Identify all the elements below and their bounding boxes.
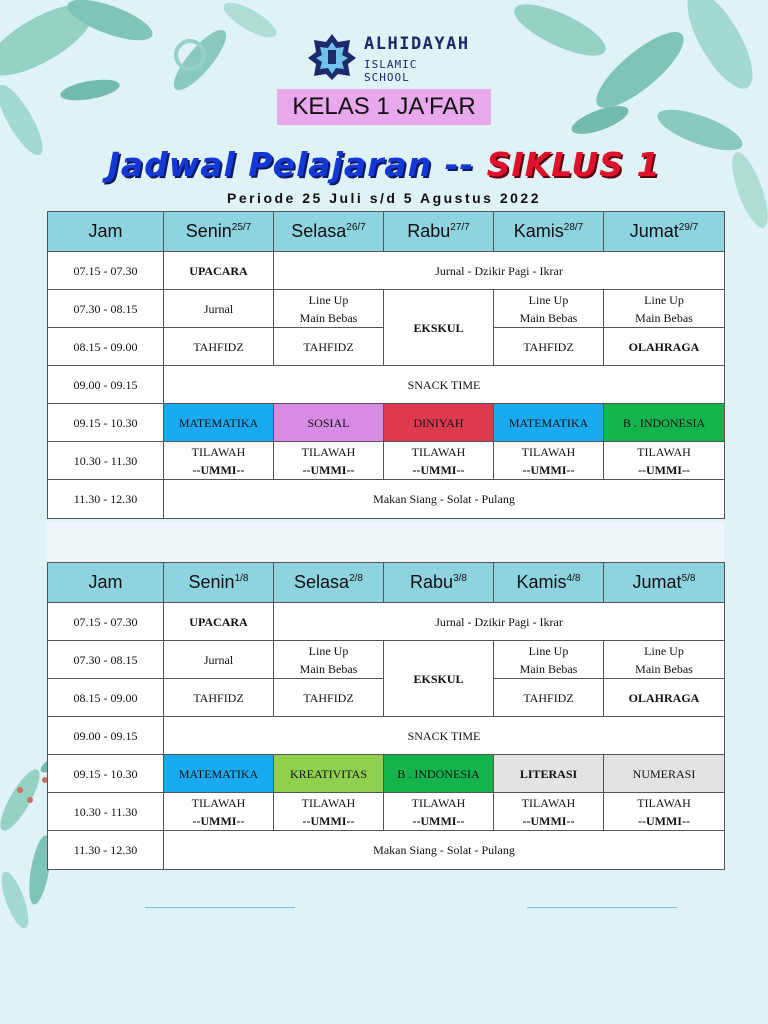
- schedule-table-week1: [47, 211, 725, 519]
- table-row: [48, 442, 725, 480]
- time-cell: 09.00 - 09.15: [48, 366, 164, 404]
- table-row: [48, 717, 725, 755]
- time-cell: 07.30 - 08.15: [48, 290, 164, 328]
- lineup-cell: Line Up Main Bebas: [604, 290, 725, 328]
- time-cell: 09.00 - 09.15: [48, 717, 164, 755]
- subject-cell: B . INDONESIA: [604, 404, 725, 442]
- tilawah-cell: TILAWAH --UMMI--: [274, 442, 384, 480]
- tahfidz-cell: TAHFIDZ: [164, 328, 274, 366]
- tahfidz-cell: TAHFIDZ: [494, 679, 604, 717]
- time-cell: 09.15 - 10.30: [48, 404, 164, 442]
- table-row: [48, 480, 725, 519]
- table-row: [48, 252, 725, 290]
- table-row: [48, 793, 725, 831]
- header-jam: Jam: [48, 212, 164, 252]
- time-cell: 07.30 - 08.15: [48, 641, 164, 679]
- table-row: [48, 641, 725, 679]
- table-row: [48, 366, 725, 404]
- ekskul-cell: EKSKUL: [384, 290, 494, 366]
- time-cell: 07.15 - 07.30: [48, 252, 164, 290]
- tilawah-cell: TILAWAH --UMMI--: [494, 793, 604, 831]
- tahfidz-cell: TAHFIDZ: [164, 679, 274, 717]
- time-cell: 08.15 - 09.00: [48, 679, 164, 717]
- header-rabu: Rabu$^{3/8}$: [384, 563, 494, 603]
- header-kamis: Kamis$^{28/7}$: [494, 212, 604, 252]
- snack-cell: SNACK TIME: [164, 717, 725, 755]
- tilawah-cell: TILAWAH --UMMI--: [164, 442, 274, 480]
- period-subtitle: Periode 25 Juli s/d 5 Agustus 2022: [226, 190, 542, 206]
- time-cell: 11.30 - 12.30: [48, 831, 164, 870]
- tilawah-cell: TILAWAH --UMMI--: [384, 793, 494, 831]
- header-senin: Senin$^{25/7}$: [164, 212, 274, 252]
- subject-cell: MATEMATIKA: [164, 755, 274, 793]
- header-jumat: Jumat$^{29/7}$: [604, 212, 725, 252]
- subject-cell: B . INDONESIA: [384, 755, 494, 793]
- tilawah-cell: TILAWAH --UMMI--: [384, 442, 494, 480]
- logo-icon: [306, 32, 358, 80]
- subject-cell: DINIYAH: [384, 404, 494, 442]
- olahraga-cell: OLAHRAGA: [604, 679, 725, 717]
- header-jumat: Jumat$^{5/8}$: [604, 563, 725, 603]
- subject-cell: SOSIAL: [274, 404, 384, 442]
- time-cell: 09.15 - 10.30: [48, 755, 164, 793]
- subject-cell: LITERASI: [494, 755, 604, 793]
- lineup-cell: Line Up Main Bebas: [494, 641, 604, 679]
- table-row: [48, 831, 725, 870]
- lineup-cell: Line Up Main Bebas: [604, 641, 725, 679]
- table-row: [48, 404, 725, 442]
- table-row: [48, 755, 725, 793]
- header-selasa: Selasa$^{26/7}$: [274, 212, 384, 252]
- title-main: Jadwal Pelajaran --: [107, 145, 475, 184]
- makan-cell: Makan Siang - Solat - Pulang: [164, 480, 725, 519]
- makan-cell: Makan Siang - Solat - Pulang: [164, 831, 725, 870]
- time-cell: 10.30 - 11.30: [48, 442, 164, 480]
- header-selasa: Selasa$^{2/8}$: [274, 563, 384, 603]
- jurnal-pagi-cell: Jurnal - Dzikir Pagi - Ikrar: [274, 603, 725, 641]
- lineup-cell: Line Up Main Bebas: [274, 290, 384, 328]
- tilawah-cell: TILAWAH --UMMI--: [494, 442, 604, 480]
- tahfidz-cell: TAHFIDZ: [494, 328, 604, 366]
- tilawah-cell: TILAWAH --UMMI--: [274, 793, 384, 831]
- header-jam: Jam: [48, 563, 164, 603]
- jurnal-cell: Jurnal: [164, 290, 274, 328]
- signature-line-right: [527, 907, 677, 908]
- tilawah-cell: TILAWAH --UMMI--: [604, 442, 725, 480]
- schedule-table-week2: [47, 562, 725, 870]
- time-cell: 11.30 - 12.30: [48, 480, 164, 519]
- tilawah-cell: TILAWAH --UMMI--: [604, 793, 725, 831]
- class-label: KELAS 1 JA'FAR: [277, 89, 491, 125]
- title-cycle: SIKLUS 1: [486, 145, 661, 184]
- header-senin: Senin$^{1/8}$: [164, 563, 274, 603]
- table-row: [48, 603, 725, 641]
- table-spacer: [47, 522, 724, 562]
- tilawah-cell: TILAWAH --UMMI--: [164, 793, 274, 831]
- school-logo: [306, 32, 470, 84]
- tahfidz-cell: TAHFIDZ: [274, 328, 384, 366]
- table-header-row: [48, 563, 725, 603]
- subject-cell: NUMERASI: [604, 755, 725, 793]
- tahfidz-cell: TAHFIDZ: [274, 679, 384, 717]
- lineup-cell: Line Up Main Bebas: [274, 641, 384, 679]
- snack-cell: SNACK TIME: [164, 366, 725, 404]
- time-cell: 08.15 - 09.00: [48, 328, 164, 366]
- subject-cell: MATEMATIKA: [494, 404, 604, 442]
- table-row: [48, 290, 725, 328]
- time-cell: 10.30 - 11.30: [48, 793, 164, 831]
- upacara-cell: UPACARA: [164, 252, 274, 290]
- time-cell: 07.15 - 07.30: [48, 603, 164, 641]
- subject-cell: KREATIVITAS: [274, 755, 384, 793]
- logo-name: ALHIDAYAH: [364, 34, 470, 54]
- signature-line-left: [145, 907, 295, 908]
- header-rabu: Rabu$^{27/7}$: [384, 212, 494, 252]
- jurnal-pagi-cell: Jurnal - Dzikir Pagi - Ikrar: [274, 252, 725, 290]
- jurnal-cell: Jurnal: [164, 641, 274, 679]
- header-kamis: Kamis$^{4/8}$: [494, 563, 604, 603]
- olahraga-cell: OLAHRAGA: [604, 328, 725, 366]
- page-title: [0, 145, 768, 184]
- lineup-cell: Line Up Main Bebas: [494, 290, 604, 328]
- logo-subtitle: ISLAMIC SCHOOL: [364, 58, 418, 84]
- subject-cell: MATEMATIKA: [164, 404, 274, 442]
- ekskul-cell: EKSKUL: [384, 641, 494, 717]
- upacara-cell: UPACARA: [164, 603, 274, 641]
- table-header-row: [48, 212, 725, 252]
